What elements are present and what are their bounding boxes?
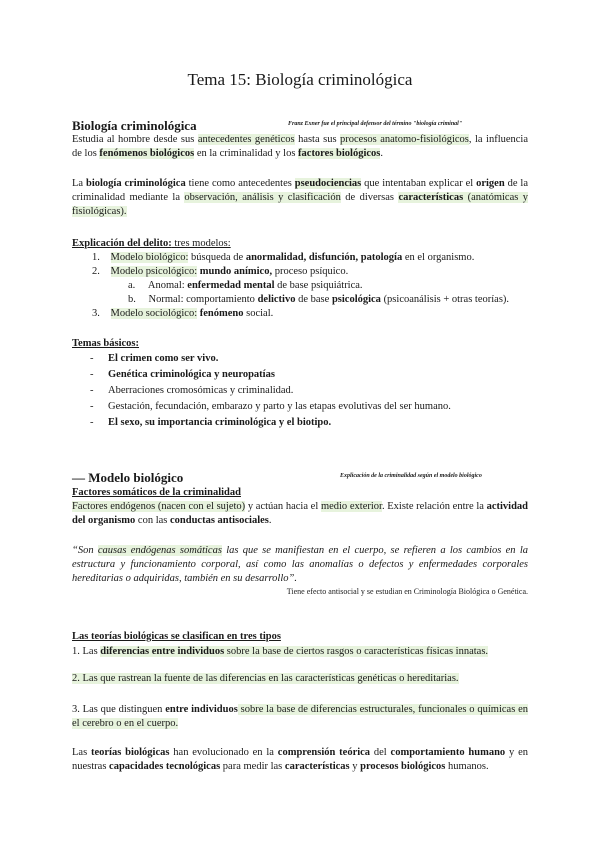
- model-item-1: 1. Modelo biológico: búsqueda de anormalidad, disfunción, patología en el organismo.: [92, 252, 475, 263]
- teorias-heading: Las teorías biológicas se clasifican en tres tipos: [72, 631, 281, 642]
- section-heading-biologia: Biología criminológica: [72, 118, 197, 133]
- teoria-1: 1. Las diferencias entre individuos sobre la base de ciertos rasgos o características físicas innatas.: [72, 646, 489, 657]
- temas-list: [90, 352, 530, 432]
- paragraph-antecedentes: La biología criminológica tiene como antecedentes pseudociencias que intentaban explicar el origen de la criminalidad mediante la observación, análisis y clasificación de diversas características (anatómicas y fisiológicas).: [72, 178, 529, 217]
- list-item: - Aberraciones cromosómicas y criminalidad.: [90, 385, 294, 396]
- model-item-3: 3. Modelo sociológico: fenómeno social.: [92, 308, 274, 319]
- quote-note: Tiene efecto antisocial y se estudian en Criminología Biológica o Genética.: [286, 587, 528, 596]
- paragraph-final: Las teorías biológicas han evolucionado en la comprensión teórica del comportamiento humano y en nuestras capacidades tecnológicas para medir las características y procesos biológicos humanos.: [72, 747, 528, 772]
- section-heading-modelo: — Modelo biológico: [72, 470, 184, 485]
- teoria-2: 2. Las que rastrean la fuente de las diferencias en las características genéticas o hereditarias.: [72, 673, 459, 684]
- list-item: - El crimen como ser vivo.: [90, 353, 219, 364]
- factores-heading: Factores somáticos de la criminalidad: [72, 487, 241, 498]
- paragraph-estudia: Estudia al hombre desde sus antecedentes genéticos hasta sus procesos anatomo-fisiológicos, la influencia de los fenómenos biológicos en la criminalidad y los factores biológicos.: [72, 134, 529, 159]
- paragraph-factores: Factores endógenos (nacen con el sujeto) y actúan hacia el medio exterior. Existe relación entre la actividad del organismo con las conductas antisociales.: [72, 501, 528, 526]
- quote-causas: “Son causas endógenas somáticas las que se manifiestan en el cuerpo, se refieren a los cambios en la estructura y funcionamiento corporal, así como las anomalías o defectos y enfermedades corporales hereditarias o adquiridas, también en su desarrollo”.: [72, 545, 528, 584]
- list-item: - Genética criminológica y neuropatías: [90, 369, 275, 380]
- model-item-2: 2. Modelo psicológico: mundo anímico, proceso psíquico.: [92, 266, 349, 277]
- side-note-exner: Franz Exner fue el principal defensor del término "biología criminal": [288, 121, 463, 127]
- side-note-modelo: Explicación de la criminalidad según el modelo biológico: [340, 473, 482, 479]
- model-item-2a: a. Anomal: enfermedad mental de base psiquiátrica.: [128, 280, 363, 291]
- page-title: Tema 15: Biología criminológica: [187, 70, 413, 89]
- list-item: - Gestación, fecundación, embarazo y parto y las etapas evolutivas del ser humano.: [90, 401, 451, 412]
- temas-heading: Temas básicos:: [72, 338, 139, 349]
- teoria-3: 3. Las que distinguen entre individuos sobre la base de diferencias estructurales, funcionales o químicas en el cerebro o en el cuerpo.: [72, 704, 528, 729]
- list-item: - El sexo, su importancia criminológica y el biotipo.: [90, 417, 332, 428]
- model-item-2b: b. Normal: comportamiento delictivo de base psicológica (psicoanálisis + otras teorías).: [128, 294, 510, 305]
- explicacion-heading: Explicación del delito: tres modelos:: [72, 238, 231, 249]
